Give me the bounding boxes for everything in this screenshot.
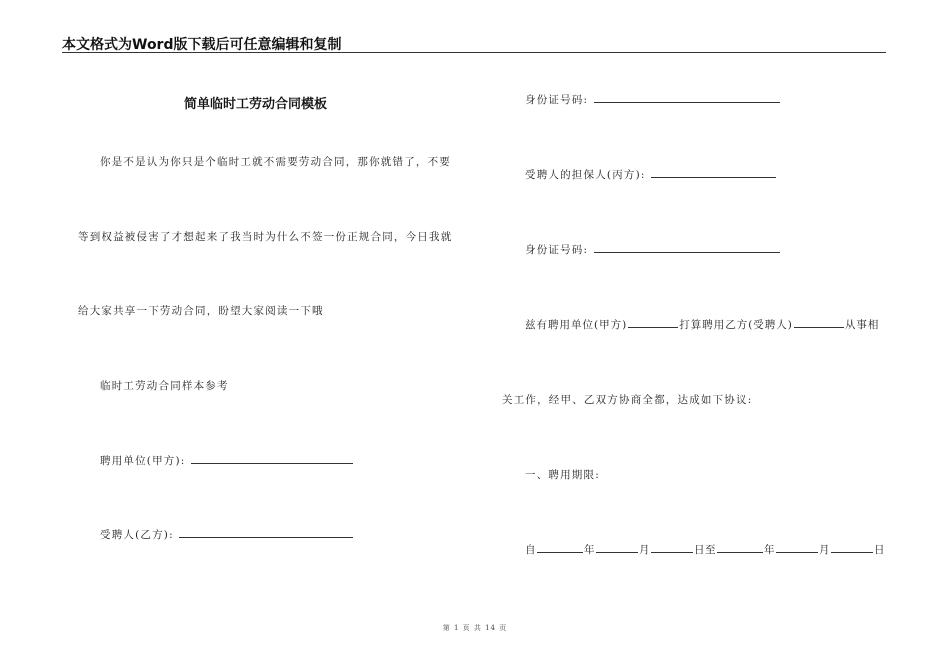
document-title: 简单临时工劳动合同模板 <box>184 97 328 112</box>
employer-label: 聘用单位(甲方): <box>100 455 186 467</box>
day-to-label: 日至 <box>694 544 716 556</box>
page-header <box>62 34 886 53</box>
employee-blank[interactable] <box>179 528 353 538</box>
start-year-blank[interactable] <box>537 543 583 553</box>
sample-reference: 临时工劳动合同样本参考 <box>100 380 229 392</box>
intro-part-a: 兹有聘用单位(甲方) <box>525 319 628 331</box>
id-number-blank-1[interactable] <box>594 93 780 103</box>
employer-name-blank[interactable] <box>628 318 678 328</box>
id-number-label-1: 身份证号码: <box>525 94 589 106</box>
guarantor-label: 受聘人的担保人(丙方): <box>525 169 646 181</box>
guarantor-field <box>525 167 777 182</box>
paragraph-line-2: 等到权益被侵害了才想起来了我当时为什么不签一份正规合同，今日我就 <box>78 231 453 243</box>
header-text: 本文格式为Word版下载后可任意编辑和复制 <box>62 37 342 53</box>
month-label-1: 月 <box>639 544 650 556</box>
date-range-field <box>525 542 885 557</box>
id-number-blank-2[interactable] <box>594 243 780 253</box>
employer-field <box>100 453 354 468</box>
guarantor-blank[interactable] <box>651 168 776 178</box>
end-month-blank[interactable] <box>776 543 818 553</box>
id-number-field-1 <box>525 92 781 107</box>
paragraph-line-1: 你是不是认为你只是个临时工就不需要劳动合同，那你就错了，不要 <box>100 156 451 168</box>
paragraph-line-3: 给大家共享一下劳动合同，盼望大家阅读一下哦 <box>78 305 324 317</box>
month-label-2: 月 <box>819 544 830 556</box>
start-day-blank[interactable] <box>651 543 693 553</box>
id-number-field-2 <box>525 242 781 257</box>
end-day-blank[interactable] <box>831 543 873 553</box>
day-label-2: 日 <box>874 544 885 556</box>
employer-blank[interactable] <box>191 454 353 464</box>
intro-line-1 <box>525 317 879 332</box>
intro-line-2: 关工作，经甲、乙双方协商全都，达成如下协议: <box>502 394 753 406</box>
intro-part-b: 打算聘用乙方(受聘人) <box>679 319 793 331</box>
section-1-heading: 一、聘用期限: <box>525 469 600 481</box>
id-number-label-2: 身份证号码: <box>525 244 589 256</box>
job-blank[interactable] <box>794 318 844 328</box>
employee-field <box>100 527 354 542</box>
page-number: 第 1 页 共 14 页 <box>442 624 508 632</box>
date-from-label: 自 <box>525 544 536 556</box>
start-month-blank[interactable] <box>596 543 638 553</box>
year-label-1: 年 <box>584 544 595 556</box>
year-label-2: 年 <box>764 544 775 556</box>
employee-label: 受聘人(乙方): <box>100 529 174 541</box>
end-year-blank[interactable] <box>717 543 763 553</box>
intro-part-c: 从事相 <box>844 319 880 331</box>
